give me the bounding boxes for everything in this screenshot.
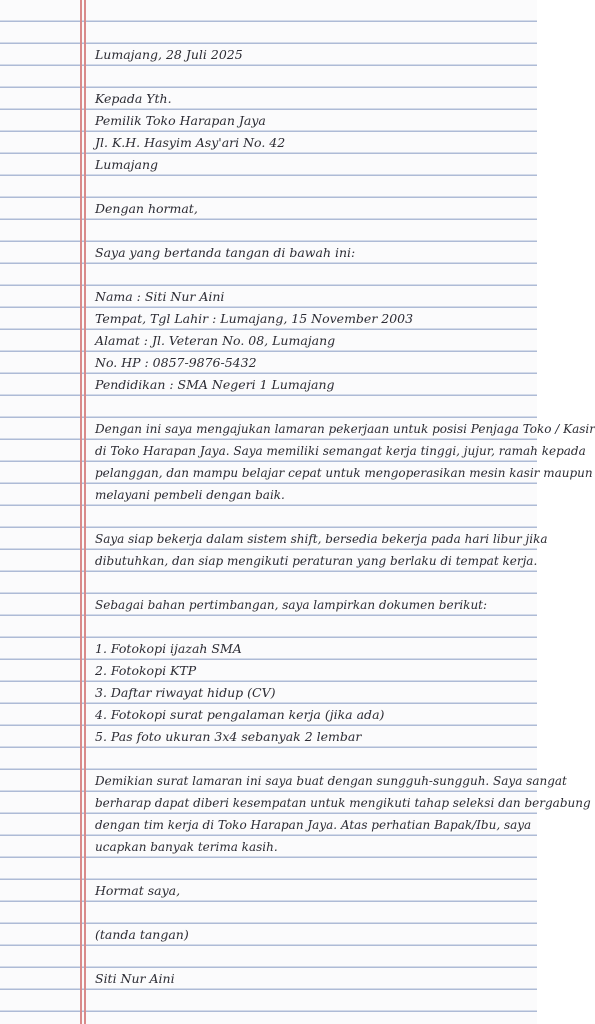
paragraph1-line: melayani pembeli dengan baik. — [95, 488, 285, 502]
recipient-line-2: Pemilik Toko Harapan Jaya — [95, 113, 266, 128]
signature-placeholder: (tanda tangan) — [95, 927, 189, 942]
salutation: Dengan hormat, — [95, 201, 198, 216]
attachment-item: 5. Pas foto ukuran 3x4 sebanyak 2 lembar — [95, 729, 362, 744]
attachment-item: 2. Fotokopi KTP — [95, 663, 197, 678]
attachment-item: 1. Fotokopi ijazah SMA — [95, 641, 242, 656]
closing-line: berharap dapat diberi kesempatan untuk mengikuti tahap seleksi dan bergabung — [95, 796, 591, 810]
paragraph2-line: dibutuhkan, dan siap mengikuti peraturan yang berlaku di tempat kerja. — [95, 554, 538, 568]
margin-line-left — [80, 0, 82, 1024]
recipient-line-1: Kepada Yth. — [95, 91, 172, 106]
attachment-item: 3. Daftar riwayat hidup (CV) — [95, 685, 276, 700]
paragraph1-line: pelanggan, dan mampu belajar cepat untuk mengoperasikan mesin kasir maupun — [95, 466, 593, 480]
paragraph2-line: Saya siap bekerja dalam sistem shift, bersedia bekerja pada hari libur jika — [95, 532, 548, 546]
recipient-line-3: Jl. K.H. Hasyim Asy'ari No. 42 — [95, 135, 286, 150]
letter-date: Lumajang, 28 Juli 2025 — [95, 47, 243, 62]
paragraph1-line: di Toko Harapan Jaya. Saya memiliki semangat kerja tinggi, jujur, ramah kepada — [95, 444, 586, 458]
attachment-item: 4. Fotokopi surat pengalaman kerja (jika ada) — [95, 707, 385, 722]
margin-line-right — [84, 0, 86, 1024]
identity-name: Nama : Siti Nur Aini — [95, 289, 225, 304]
intro-line: Saya yang bertanda tangan di bawah ini: — [95, 245, 356, 260]
attachments-intro: Sebagai bahan pertimbangan, saya lampirkan dokumen berikut: — [95, 598, 488, 612]
regards: Hormat saya, — [95, 883, 181, 898]
recipient-line-4: Lumajang — [95, 157, 159, 172]
closing-line: Demikian surat lamaran ini saya buat dengan sungguh-sungguh. Saya sangat — [95, 774, 567, 788]
closing-line: ucapkan banyak terima kasih. — [95, 840, 278, 854]
closing-line: dengan tim kerja di Toko Harapan Jaya. Atas perhatian Bapak/Ibu, saya — [95, 818, 532, 832]
identity-education: Pendidikan : SMA Negeri 1 Lumajang — [95, 377, 335, 392]
identity-birth: Tempat, Tgl Lahir : Lumajang, 15 November 2003 — [95, 311, 414, 326]
identity-phone: No. HP : 0857-9876-5432 — [95, 355, 257, 370]
signer-name: Siti Nur Aini — [95, 971, 175, 986]
identity-address: Alamat : Jl. Veteran No. 08, Lumajang — [95, 333, 336, 348]
paragraph1-line: Dengan ini saya mengajukan lamaran pekerjaan untuk posisi Penjaga Toko / Kasir — [95, 422, 595, 436]
letter-body — [95, 44, 595, 990]
